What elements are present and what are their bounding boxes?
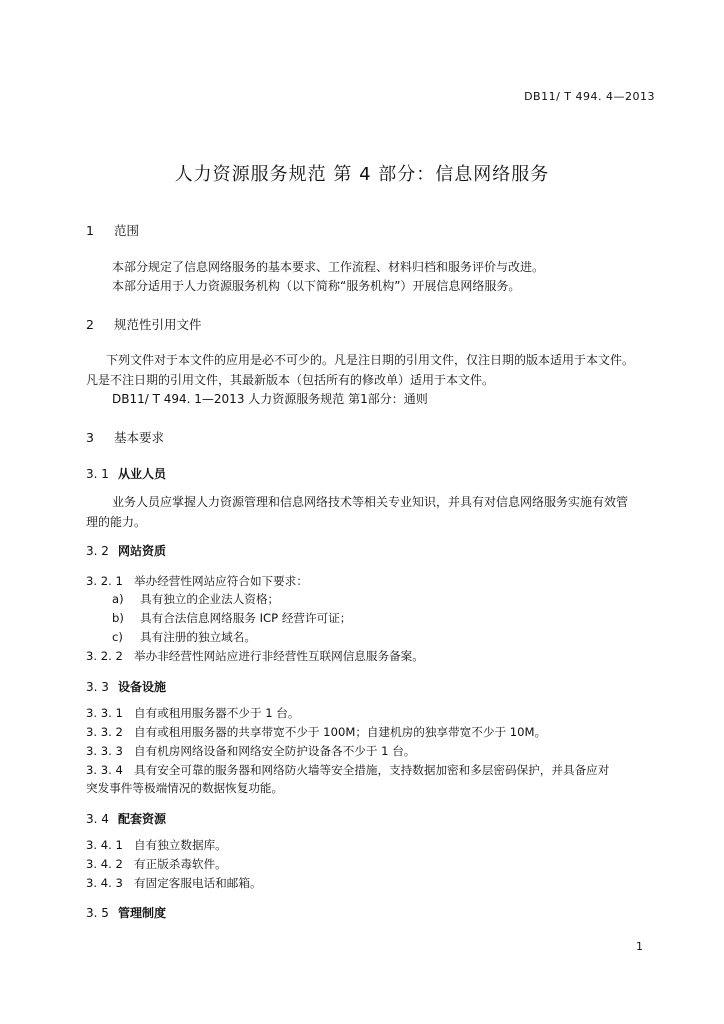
clause-3-4-3	[86, 875, 262, 891]
section-3-2-heading	[86, 542, 166, 559]
list-item	[112, 629, 256, 645]
section-3-1-heading	[86, 465, 166, 482]
section-3-5-heading	[86, 904, 166, 921]
clause-number: 3. 3. 4	[86, 763, 123, 777]
list-text: 具有注册的独立域名。	[140, 630, 256, 644]
section-number: 3. 1	[86, 467, 109, 481]
section-title: 管理制度	[118, 906, 167, 920]
clause-3-3-3	[86, 743, 415, 759]
clause-3-4-2	[86, 856, 227, 872]
section-title: 网站资质	[118, 544, 167, 558]
section-number: 2	[86, 317, 94, 332]
clause-text: 自有独立数据库。	[134, 838, 227, 852]
section-3-3-heading	[86, 678, 166, 695]
clause-text: 自有或租用服务器的共享带宽不少于 100M；自建机房的独享带宽不少于 10M。	[134, 725, 547, 739]
section-2-heading	[86, 315, 202, 333]
section-number: 3. 4	[86, 812, 109, 826]
clause-number: 3. 4. 1	[86, 838, 123, 852]
clause-text: 自有或租用服务器不少于 1 台。	[134, 706, 300, 720]
clause-number: 3. 3. 1	[86, 706, 123, 720]
clause-3-3-4-continuation: 突发事件等极端情况的数据恢复功能。	[86, 781, 284, 795]
clause-3-3-2	[86, 724, 546, 740]
clause-3-2-2	[86, 648, 424, 664]
clause-number: 3. 4. 3	[86, 876, 123, 890]
list-marker: b)	[112, 611, 124, 625]
clause-text: 具有安全可靠的服务器和网络防火墙等安全措施，支持数据加密和多层密码保护，并具备应对	[134, 763, 610, 777]
section-number: 1	[86, 223, 94, 238]
staff-paragraph-line-2: 理的能力。	[86, 515, 147, 529]
section-number: 3. 3	[86, 680, 109, 694]
section-title: 范围	[114, 223, 140, 238]
clause-3-2-1	[86, 573, 308, 589]
staff-paragraph-line-1: 业务人员应掌握人力资源管理和信息网络技术等相关专业知识，并具有对信息网络服务实施有效管	[112, 495, 629, 509]
section-number: 3	[86, 430, 94, 445]
clause-3-3-1	[86, 705, 299, 721]
clause-number: 3. 2. 1	[86, 574, 123, 588]
section-title: 设备设施	[118, 680, 167, 694]
clause-text: 有固定客服电话和邮箱。	[134, 876, 262, 890]
list-text: 具有合法信息网络服务 ICP 经营许可证；	[140, 611, 352, 625]
section-title: 从业人员	[118, 467, 167, 481]
section-number: 3. 2	[86, 544, 109, 558]
document-title: 人力资源服务规范 第 4 部分：信息网络服务	[174, 164, 550, 185]
clause-text: 自有机房网络设备和网络安全防护设备各不少于 1 台。	[134, 744, 416, 758]
section-1-heading	[86, 221, 139, 239]
document-code-header: DB11/ T 494. 4—2013	[524, 90, 655, 103]
list-marker: c)	[112, 630, 123, 644]
section-title: 基本要求	[114, 430, 165, 445]
section-title: 规范性引用文件	[114, 317, 202, 332]
page-number: 1	[636, 940, 643, 953]
clause-3-4-1	[86, 837, 227, 853]
clause-number: 3. 3. 2	[86, 725, 123, 739]
clause-text: 有正版杀毒软件。	[134, 857, 227, 871]
references-paragraph-line-1: 下列文件对于本文件的应用是必不可少的。凡是注日期的引用文件，仅注日期的版本适用于本文件。	[106, 353, 635, 367]
clause-text: 举办非经营性网站应进行非经营性互联网信息服务备案。	[134, 649, 424, 663]
section-3-4-heading	[86, 810, 166, 827]
clause-number: 3. 2. 2	[86, 649, 123, 663]
section-3-heading	[86, 428, 164, 446]
clause-number: 3. 4. 2	[86, 857, 123, 871]
reference-db11-494-1: DB11/ T 494. 1—2013 人力资源服务规范 第1部分：通则	[112, 392, 428, 406]
clause-text: 举办经营性网站应符合如下要求：	[134, 574, 308, 588]
scope-paragraph-1: 本部分规定了信息网络服务的基本要求、工作流程、材料归档和服务评价与改进。	[112, 260, 545, 274]
clause-number: 3. 3. 3	[86, 744, 123, 758]
list-text: 具有独立的企业法人资格；	[140, 592, 280, 606]
list-marker: a)	[112, 592, 124, 606]
section-number: 3. 5	[86, 906, 109, 920]
references-paragraph-line-2: 凡是不注日期的引用文件，其最新版本（包括所有的修改单）适用于本文件。	[86, 373, 495, 387]
clause-3-3-4	[86, 762, 609, 778]
list-item	[112, 591, 279, 607]
scope-paragraph-2: 本部分适用于人力资源服务机构（以下简称“服务机构”）开展信息网络服务。	[112, 279, 521, 293]
list-item	[112, 610, 351, 626]
section-title: 配套资源	[118, 812, 167, 826]
